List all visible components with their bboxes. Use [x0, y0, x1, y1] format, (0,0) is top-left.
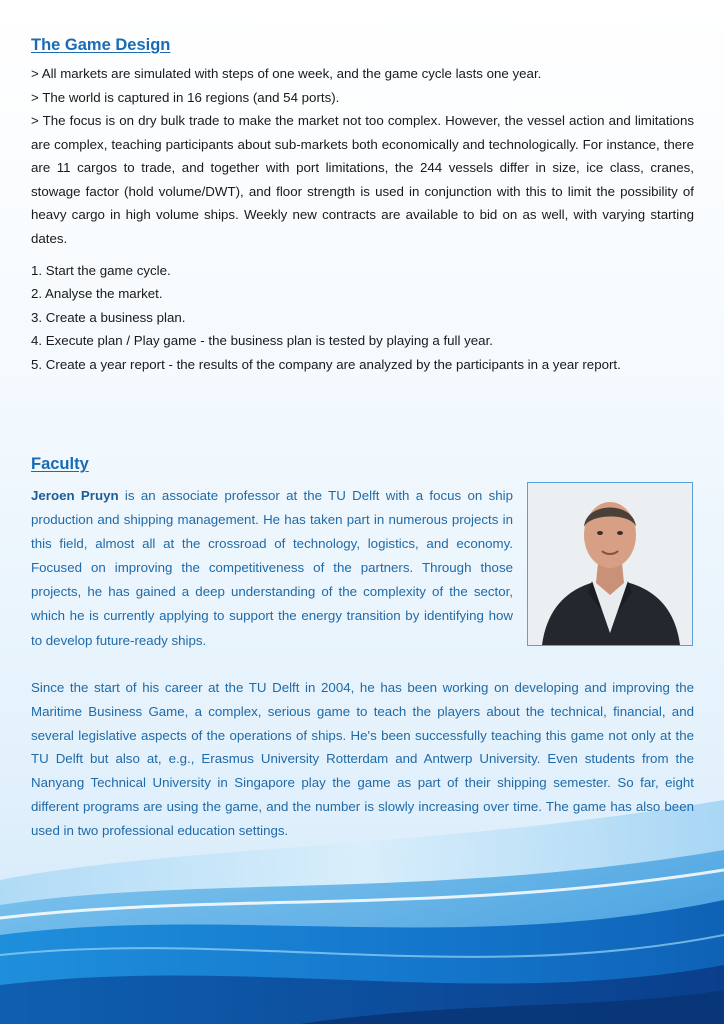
step-item: 1. Start the game cycle. [31, 263, 171, 278]
game-design-bullets [31, 62, 694, 250]
bullet-item: > The focus is on dry bulk trade to make the market not too complex. However, the vessel action and limitations are complex, teaching participants about sub-markets both economically and technologically. For instance, there are 11 cargos to trade, and together with port limitations, the 244 vessels differ in size, ice class, cranes, stowage factor (hold volume/DWT), and floor strength is used in conjunction with this to limit the possibility of heavy cargo in high volume ships. Weekly new contracts are available to bid on as well, with varying starting dates. [31, 113, 694, 246]
portrait-illustration [528, 483, 692, 645]
bullet-item: > The world is captured in 16 regions (and 54 ports). [31, 89, 340, 105]
faculty-name: Jeroen Pruyn [31, 488, 119, 503]
faculty-heading: Faculty [31, 455, 89, 473]
step-item: 4. Execute plan / Play game - the business plan is tested by playing a full year. [31, 333, 493, 349]
game-steps-list [31, 259, 694, 376]
bullet-item: > All markets are simulated with steps of one week, and the game cycle lasts one year. [31, 66, 542, 81]
game-design-heading: The Game Design [31, 36, 171, 54]
faculty-bio-text: is an associate professor at the TU Delft with a focus on ship production and shipping management. He has taken part in numerous projects in this field, almost all at the crossroad of technology, logistics, and economy. Focused on improving the competitiveness of the partners. Through those projects, he has gained a deep understanding of the complexity of the sector, which he is currently applying to support the energy transition by identifying how to develop future-ready ships. [31, 488, 513, 648]
faculty-portrait [527, 482, 693, 646]
faculty-bio-career: Since the start of his career at the TU Delft in 2004, he has been working on developing and improving the Maritime Business Game, a complex, serious game to teach the players about the technical, financial, and several legislative aspects of the operations of ships. He's been successfully teaching this game not only at the TU Delft but also at, e.g., Erasmus University Rotterdam and Antwerp University. Even students from the Nanyang Technical University in Singapore play the game as part of their shipping semester. So far, eight different programs are using the game, and the number is slowly increasing over time. The game has also been used in two professional education settings. [31, 680, 694, 838]
faculty-bio-intro [31, 484, 513, 653]
step-item: 5. Create a year report - the results of the company are analyzed by the participants in a year report. [31, 356, 621, 372]
game-design-section [31, 36, 694, 376]
step-item: 2. Analyse the market. [31, 286, 163, 302]
step-item: 3. Create a business plan. [31, 309, 186, 325]
